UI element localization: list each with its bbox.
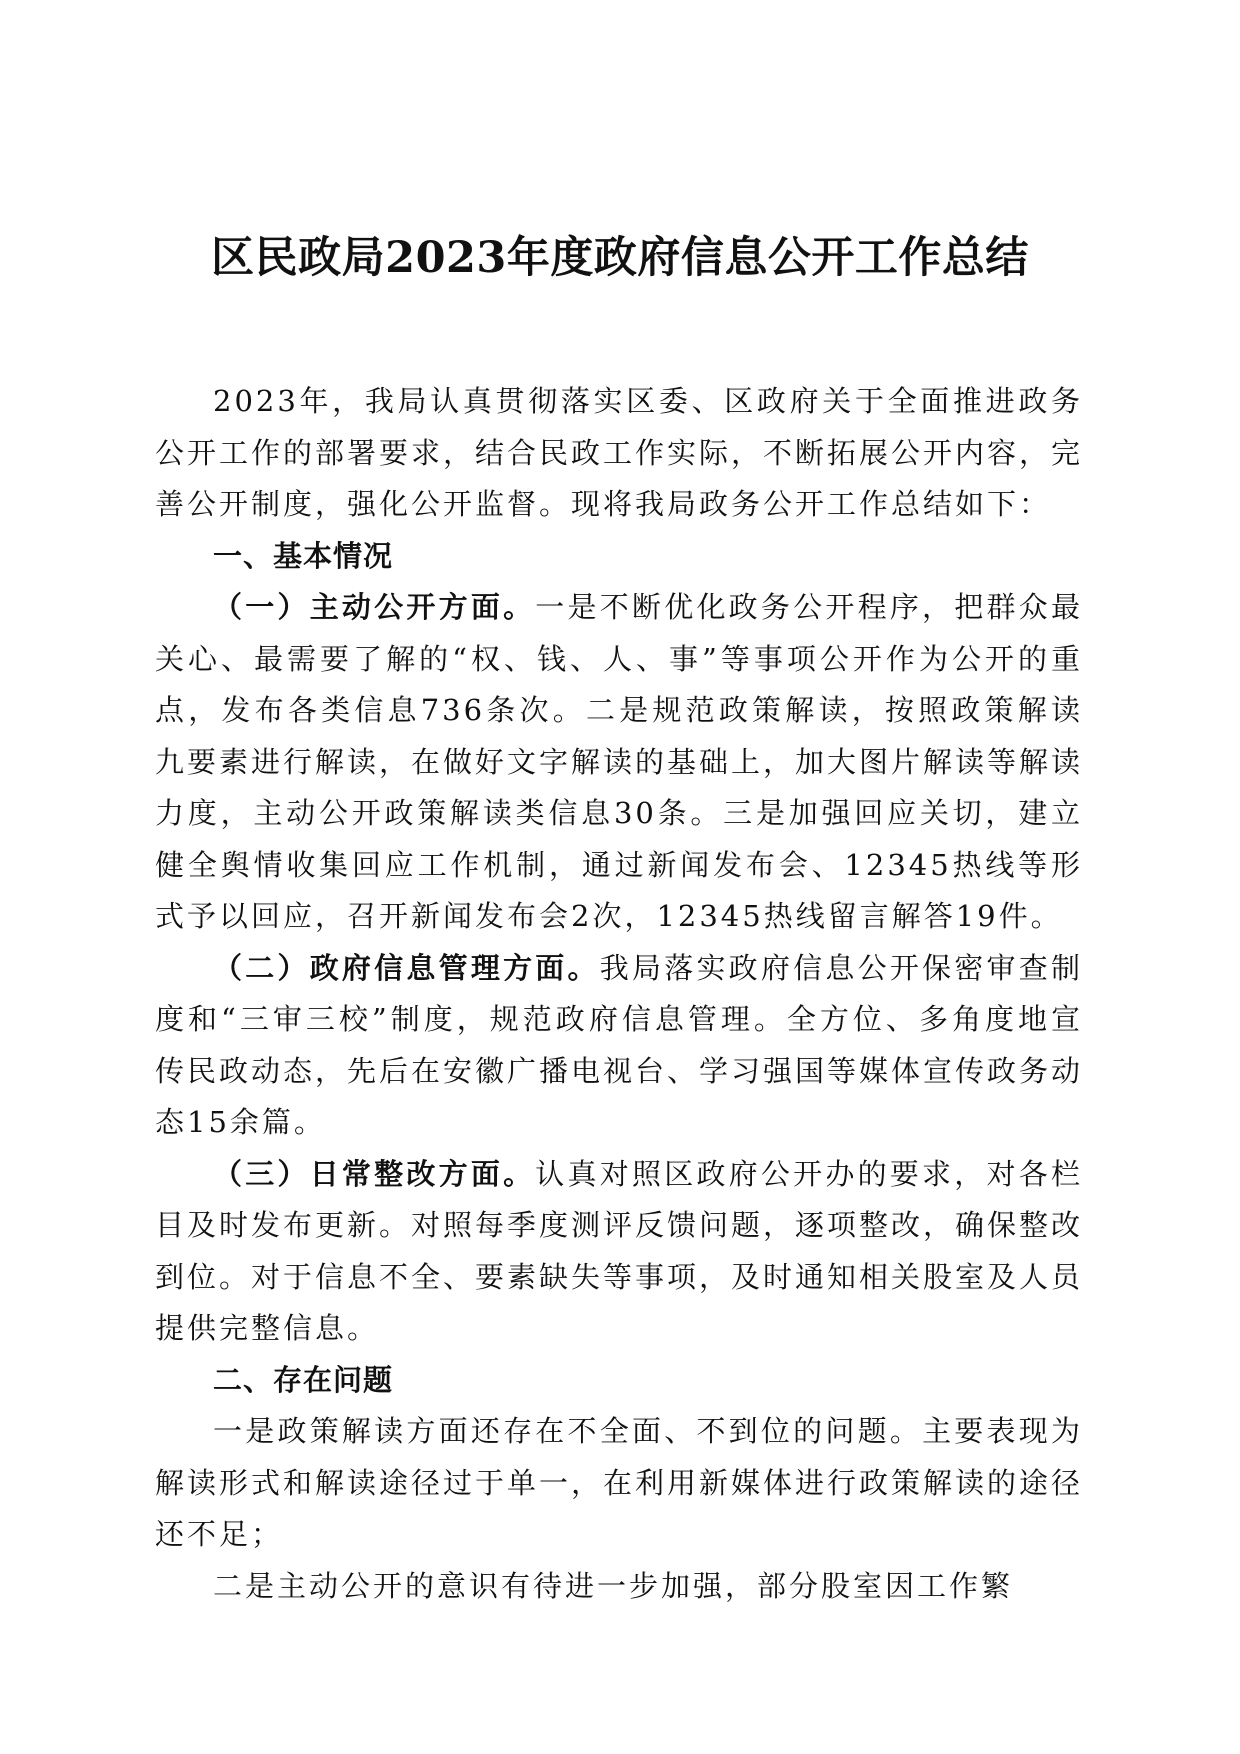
document-body: [155, 376, 1083, 1612]
intro-paragraph: 2023年，我局认真贯彻落实区委、区政府关于全面推进政务公开工作的部署要求，结合民政工作实际，不断拓展公开内容，完善公开制度，强化公开监督。现将我局政务公开工作总结如下：: [155, 384, 1084, 521]
paragraph-lead: （三）日常整改方面。: [213, 1156, 536, 1191]
paragraph-problem-1: 一是政策解读方面还存在不全面、不到位的问题。主要表现为解读形式和解读途径过于单一，在利用新媒体进行政策解读的途径还不足；: [155, 1414, 1084, 1551]
paragraph-problem-2: 二是主动公开的意识有待进一步加强，部分股室因工作繁: [213, 1568, 1014, 1603]
paragraph-information-management: [155, 943, 1083, 1149]
section-heading-existing-problems: 二、存在问题: [213, 1362, 394, 1397]
paragraph-text: 我局落实政府信息公开保密审查制度和“三审三校”制度，规范政府信息管理。全方位、多角度地宣传民政动态，先后在安徽广播电视台、学习强国等媒体宣传政务动态15余篇。: [155, 950, 1084, 1139]
section-heading-basic-situation: 一、基本情况: [213, 538, 394, 573]
paragraph-lead: （二）政府信息管理方面。: [213, 950, 600, 985]
paragraph-proactive-disclosure: [155, 582, 1083, 943]
paragraph-lead: （一）主动公开方面。: [213, 590, 536, 624]
paragraph-daily-rectification: [155, 1149, 1083, 1355]
paragraph-text: 一是不断优化政务公开程序，把群众最关心、最需要了解的“权、钱、人、事”等事项公开作为公开的重点，发布各类信息736条次。二是规范政策解读，按照政策解读九要素进行解读，在做好文字解读的基础上，加大图片解读等解读力度，主动公开政策解读类信息30条。三是加强回应关切，建立健全舆情收集回应工作机制，通过新闻发布会、12345热线等形式予以回应，召开新闻发布会2次，12345热线留言解答19件。: [155, 590, 1084, 933]
paragraph-text: 认真对照区政府公开办的要求，对各栏目及时发布更新。对照每季度测评反馈问题，逐项整改，确保整改到位。对于信息不全、要素缺失等事项，及时通知相关股室及人员提供完整信息。: [155, 1156, 1084, 1345]
document-title: 区民政局2023年度政府信息公开工作总结: [211, 233, 1029, 283]
